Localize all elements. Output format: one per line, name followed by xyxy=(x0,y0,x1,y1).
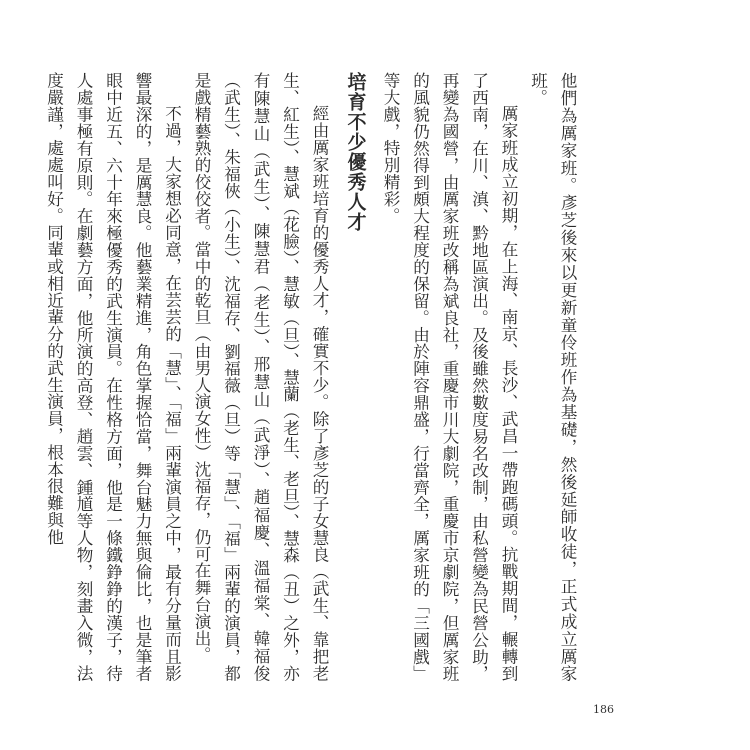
paragraph: 不過，大家想必同意，在芸芸的「慧」、「福」兩輩演員之中，最有分量而且影響最深的，是厲慧良。他藝業精進，角色掌握恰當，舞台魅力無與倫比，也是筆者眼中近五、六十年來極優秀的武生演員。在性格方面，他是一條鐵錚錚的漢子，待人處事極有原則。在劇藝方面，他所演的高登、趙雲、鍾馗等人物，刻畫入微，法度嚴謹，處處叫好。同輩或相近輩分的武生演員，根本很難與他 xyxy=(44,72,182,682)
section-heading: 培育不少優秀人才 xyxy=(344,72,367,232)
paragraph: 他們為厲家班。彥芝後來以更新童伶班作為基礎，然後延師收徒，正式成立厲家班。 xyxy=(528,72,577,682)
vertical-text-block xyxy=(39,72,582,682)
paragraph: 經由厲家班培育的優秀人才，確實不少。除了彥芝的子女慧良（武生、靠把老生、紅生）、慧斌（花臉）、慧敏（旦）、慧蘭（老生、老旦）、慧森（丑）之外，亦有陳慧山（武生）、陳慧君（老生）、邢慧山（武淨）、趙福慶、溫福棠、韓福俊（武生）、朱福俠（小生）、沈福存、劉福薇（旦）等「慧」、「福」兩輩的演員，都是戲精藝熟的佼佼者。當中的乾旦（由男人演女性）沈福存，仍可在舞台演出。 xyxy=(192,72,329,682)
page-number: 186 xyxy=(593,703,614,716)
paragraph: 厲家班成立初期，在上海、南京、長沙、武昌一帶跑碼頭。抗戰期間，輾轉到了西南，在川、滇、黔地區演出。及後雖然數度易名改制，由私營變為民營公助，再變為國營，由厲家班改稱為斌良社，重慶市川大劇院，重慶市京劇院，但厲家班的風貌仍然得到頗大程度的保留。由於陣容鼎盛，行當齊全，厲家班的「三國戲」等大戲，特別精彩。 xyxy=(381,72,518,682)
